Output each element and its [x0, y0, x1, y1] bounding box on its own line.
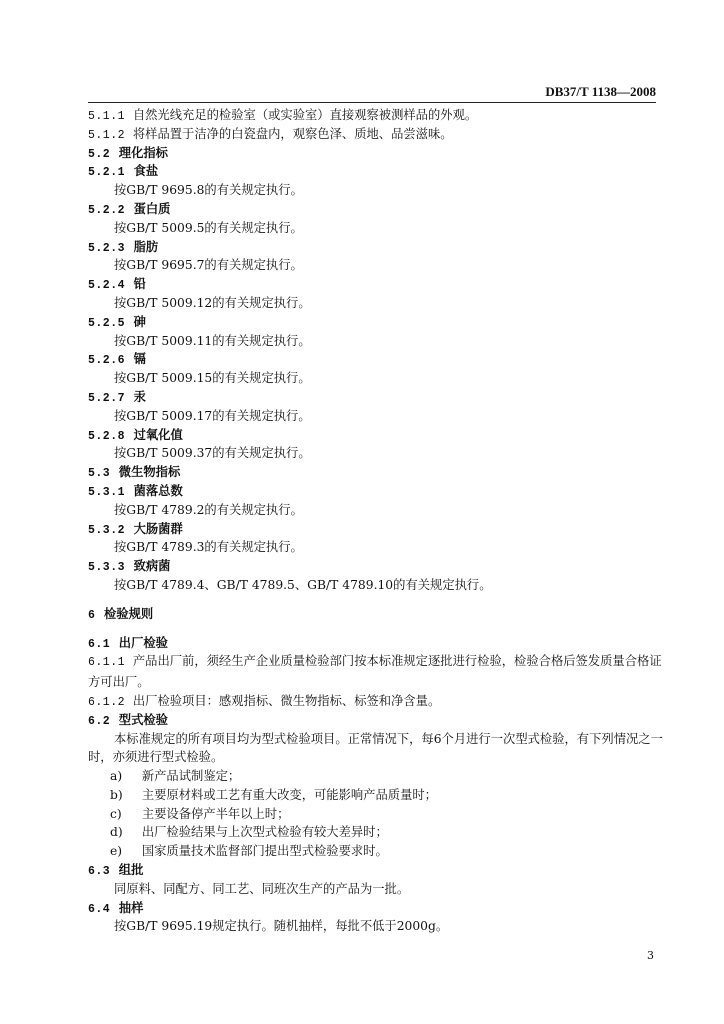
- clause-5-1-2: [88, 125, 668, 144]
- list-text: 主要原材料或工艺有重大改变，可能影响产品质量时；: [141, 787, 437, 802]
- clause-number: 5.3: [88, 467, 111, 481]
- list-item-d: [88, 823, 668, 842]
- clause-number: 6.1.2: [88, 695, 126, 709]
- heading-5-3-1: [88, 482, 668, 501]
- clause-number: 5.2.4: [88, 279, 126, 293]
- clause-text: 将样品置于洁净的白瓷盘内，观察色泽、质地、品尝滋味。: [132, 126, 453, 141]
- list-label: a): [110, 769, 123, 784]
- paragraph: 按GB/T 5009.17的有关规定执行。: [114, 408, 311, 423]
- heading-text: 食盐: [133, 163, 159, 179]
- paragraph: 按GB/T 5009.12的有关规定执行。: [114, 295, 311, 310]
- heading-6-3: [88, 861, 668, 880]
- paragraph: 按GB/T 5009.37的有关规定执行。: [114, 446, 311, 461]
- heading-text: 微生物指标: [118, 464, 181, 480]
- clause-text: 自然光线充足的检验室（或实验室）直接观察被测样品的外观。: [132, 108, 478, 122]
- document-body: [88, 106, 668, 936]
- heading-5-2-5: [88, 313, 668, 332]
- list-label: d): [110, 825, 123, 840]
- list-item-e: [88, 842, 668, 861]
- heading-6-4: [88, 899, 668, 918]
- heading-5-3-2: [88, 520, 668, 539]
- heading-6-2: [88, 711, 668, 730]
- clause-text: 出厂检验项目：感观指标、微生物指标、标签和净含量。: [132, 693, 441, 708]
- heading-text: 砷: [133, 313, 146, 329]
- paragraph: 按GB/T 4789.4、GB/T 4789.5、GB/T 4789.10的有关规定执行。: [114, 577, 492, 592]
- clause-number: 5.3.2: [88, 523, 126, 537]
- heading-text: 致病菌: [133, 558, 171, 574]
- heading-5-2-6: [88, 350, 668, 369]
- heading-text: 蛋白质: [133, 200, 171, 216]
- paragraph: 按GB/T 5009.5的有关规定执行。: [114, 220, 303, 235]
- clause-number: 5.3.3: [88, 561, 126, 575]
- clause-6-1-2: [88, 692, 668, 711]
- clause-number: 5.2.8: [88, 429, 126, 443]
- heading-5-3: [88, 463, 668, 482]
- heading-text: 检验规则: [103, 605, 154, 621]
- clause-number: 5.2: [88, 147, 111, 161]
- list-text: 出厂检验结果与上次型式检验有较大差异时；: [141, 825, 388, 840]
- clause-number: 5.2.1: [88, 166, 126, 180]
- clause-number: 5.2.2: [88, 203, 126, 217]
- clause-text: 产品出厂前，须经生产企业质量检验部门按本标准规定逐批进行检验，检验合格后签发质量合格证方可出厂。: [88, 654, 662, 690]
- paragraph: 按GB/T 5009.11的有关规定执行。: [114, 333, 311, 348]
- clause-number: 5.2.7: [88, 391, 126, 405]
- spacer: [88, 595, 668, 605]
- heading-6-1: [88, 634, 668, 653]
- heading-5-2-7: [88, 388, 668, 407]
- spacer: [88, 624, 668, 634]
- list-text: 主要设备停产半年以上时；: [141, 806, 290, 821]
- clause-number: 5.3.1: [88, 485, 126, 499]
- clause-number: 6: [88, 608, 96, 622]
- heading-text: 脂肪: [133, 238, 159, 254]
- heading-5-2-1: [88, 162, 668, 181]
- list-item-a: [88, 767, 668, 786]
- list-item-b: [88, 786, 668, 805]
- paragraph: 同原料、同配方、同工艺、同班次生产的产品为一批。: [114, 881, 410, 896]
- heading-5-3-3: [88, 557, 668, 576]
- clause-number: 6.1: [88, 637, 111, 651]
- paragraph: 按GB/T 9695.8的有关规定执行。: [114, 183, 303, 198]
- clause-number: 5.1.2: [88, 128, 126, 142]
- list-label: c): [110, 806, 122, 821]
- list-item-c: [88, 805, 668, 824]
- heading-text: 铅: [133, 276, 146, 292]
- paragraph: 按GB/T 4789.2的有关规定执行。: [114, 502, 303, 517]
- heading-text: 型式检验: [118, 711, 168, 727]
- paragraph: 按GB/T 4789.3的有关规定执行。: [114, 540, 303, 555]
- heading-text: 组批: [118, 862, 144, 878]
- clause-number: 5.2.3: [88, 241, 126, 255]
- clause-number: 6.3: [88, 865, 111, 879]
- clause-number: 6.1.1: [88, 656, 126, 670]
- clause-number: 6.2: [88, 714, 111, 728]
- paragraph: 本标准规定的所有项目均为型式检验项目。正常情况下，每6个月进行一次型式检验，有下列情况之一时，亦须进行型式检验。: [88, 731, 663, 765]
- heading-text: 汞: [133, 388, 146, 404]
- list-label: b): [110, 787, 123, 802]
- paragraph: 按GB/T 9695.7的有关规定执行。: [114, 258, 303, 273]
- heading-text: 大肠菌群: [133, 520, 183, 536]
- heading-5-2-3: [88, 238, 668, 257]
- clause-6-1-1: [88, 652, 668, 692]
- heading-5-2-4: [88, 275, 668, 294]
- header-rule: [88, 102, 656, 103]
- heading-5-2: [88, 144, 668, 163]
- heading-text: 出厂检验: [118, 634, 168, 650]
- list-text: 新产品试制鉴定；: [141, 769, 241, 784]
- heading-text: 过氧化值: [133, 426, 183, 442]
- list-text: 国家质量技术监督部门提出型式检验要求时。: [141, 844, 388, 859]
- clause-5-1-1: [88, 106, 668, 125]
- heading-6: [88, 605, 668, 624]
- list-label: e): [110, 844, 123, 859]
- page-number: 3: [647, 949, 654, 962]
- heading-text: 理化指标: [118, 144, 168, 160]
- heading-text: 抽样: [118, 899, 144, 915]
- paragraph: 按GB/T 9695.19规定执行。随机抽样，每批不低于2000g。: [114, 919, 449, 934]
- heading-text: 菌落总数: [133, 482, 183, 498]
- heading-5-2-2: [88, 200, 668, 219]
- heading-text: 镉: [133, 351, 146, 367]
- heading-5-2-8: [88, 426, 668, 445]
- clause-number: 6.4: [88, 902, 111, 916]
- document-code-header: DB37/T 1138—2008: [545, 84, 656, 99]
- clause-number: 5.2.6: [88, 354, 126, 368]
- clause-number: 5.1.1: [88, 110, 126, 123]
- clause-number: 5.2.5: [88, 316, 126, 330]
- paragraph: 按GB/T 5009.15的有关规定执行。: [114, 371, 311, 386]
